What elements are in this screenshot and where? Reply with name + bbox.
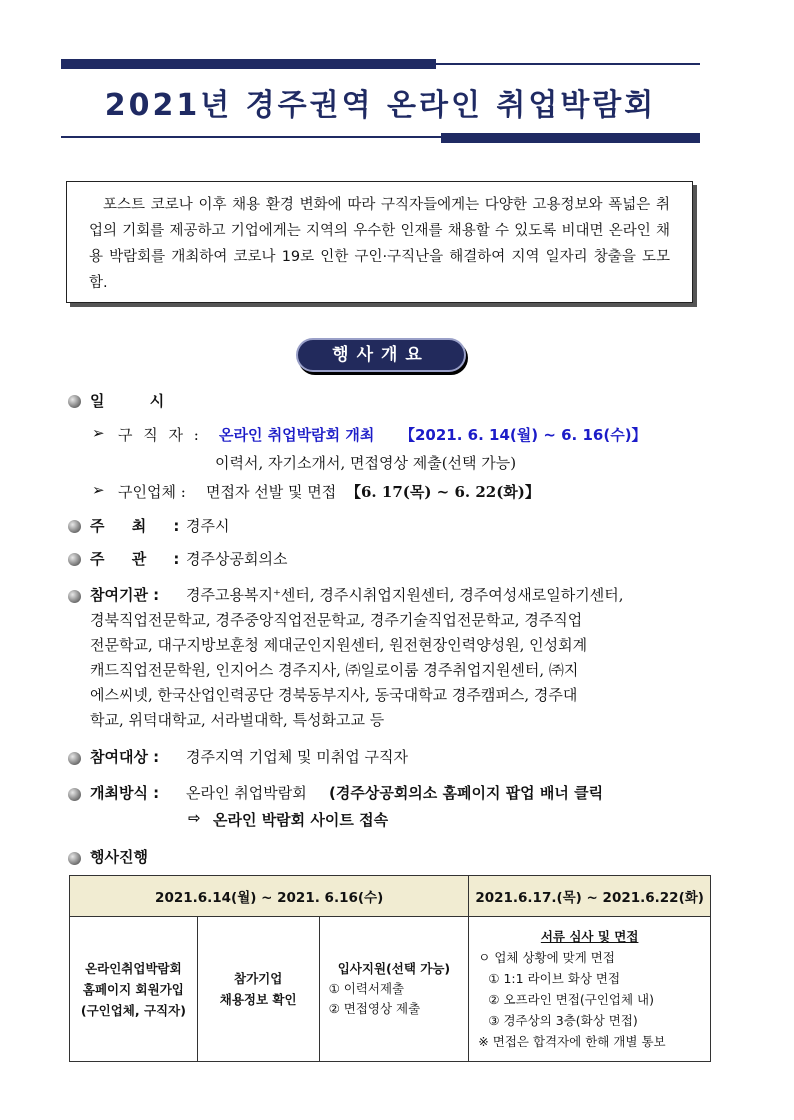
cell-line: 채용정보 확인: [219, 992, 297, 1007]
page-title: 2021년 경주권역 온라인 취업박람회: [104, 88, 657, 123]
table-cell-application: [319, 917, 469, 1062]
table-cell-company-info: [197, 917, 319, 1062]
seeker-event: 온라인 취업박람회 개최: [219, 426, 375, 444]
bullet-icon: [68, 395, 81, 408]
participants-line: 학교, 위덕대학교, 서라벌대학, 특성화고교 등: [90, 711, 385, 729]
bullet-icon: [68, 752, 81, 765]
arrow-icon: ➢: [92, 481, 105, 499]
header-bar-bottom-thin: [61, 136, 441, 138]
cell-line: (구인업체, 구직자): [80, 1002, 186, 1018]
company-label: 구인업체 :: [118, 483, 186, 501]
company-event: 면접자 선발 및 면접: [206, 483, 337, 501]
company-period: 【6. 17(목) ~ 6. 22(화)】: [346, 483, 540, 501]
method-value-bold: (경주상공회의소 홈페이지 팝업 배너 클릭: [329, 784, 604, 802]
bullet-icon: [68, 520, 81, 533]
table-header-row: [70, 876, 711, 917]
section-title-pill: 행사개요: [296, 338, 466, 372]
participants-line: 에스씨넷, 한국산업인력공단 경북동부지사, 동국대학교 경주캠퍼스, 경주대: [90, 686, 578, 704]
seeker-detail: 이력서, 자기소개서, 면접영상 제출(선택 가능): [215, 454, 517, 472]
bullet-icon: [68, 590, 81, 603]
organizer-value: 경주상공회의소: [186, 550, 288, 568]
host-label: 주 최 :: [90, 517, 180, 535]
intro-box: [66, 181, 693, 303]
cell-line: 참가기업: [234, 971, 283, 986]
bullet-icon: [68, 852, 81, 865]
participants-line: 경북직업전문학교, 경주중앙직업전문학교, 경주기술직업전문학교, 경주직업: [90, 611, 583, 629]
method-value-plain: 온라인 취업박람회: [186, 784, 307, 802]
method-label: 개최방식 :: [90, 784, 160, 802]
organizer-label: 주 관 :: [90, 550, 180, 568]
cell-line: ① 이력서제출: [328, 981, 405, 996]
cell-line: ① 1:1 라이브 화상 면접: [488, 971, 621, 986]
cell-line: ㅇ 업체 상황에 맞게 면접: [478, 950, 615, 965]
table-row: [70, 917, 711, 1062]
target-value: 경주지역 기업체 및 미취업 구직자: [186, 748, 408, 766]
progress-label: 행사진행: [90, 848, 148, 866]
table-head-left: 2021.6.14(월) ~ 2021. 6.16(수): [70, 876, 469, 917]
participants-line: 캐드직업전문학원, 인지어스 경주지사, ㈜일로이룸 경주취업지원센터, ㈜지: [90, 661, 579, 679]
progress-table: [69, 875, 711, 1062]
cell-line: ③ 경주상의 3층(화상 면접): [488, 1013, 638, 1028]
header-bar-bottom-thick: [441, 133, 700, 143]
cell-line: ② 면접영상 제출: [328, 1001, 421, 1016]
bullet-icon: [68, 553, 81, 566]
cell-line: 온라인취업박람회: [85, 960, 182, 976]
cell-line: ② 오프라인 면접(구인업체 내): [488, 992, 655, 1007]
header-bar-top-thin: [436, 63, 700, 65]
seeker-label: 구 직 자 :: [118, 426, 202, 444]
table-cell-interview: [469, 917, 711, 1062]
schedule-label: 일 시: [90, 392, 185, 410]
cell-title: 서류 심사 및 면접: [540, 929, 639, 944]
participants-label: 참여기관 :: [90, 586, 160, 604]
host-value: 경주시: [186, 517, 230, 535]
bullet-icon: [68, 788, 81, 801]
table-cell-signup: [70, 917, 198, 1062]
intro-text: 포스트 코로나 이후 채용 환경 변화에 따라 구직자들에게는 다양한 고용정보와 폭넓은 취업의 기회를 제공하고 기업에게는 지역의 우수한 인재를 채용할 수 있도록 비대면 온라인 채용 박람회를 개최하여 코로나 19로 인한 구인·구직난을 해결하여 지역 일자리 창출을 도모함.: [89, 197, 670, 291]
header-bar-top-thick: [61, 59, 436, 69]
target-label: 참여대상 :: [90, 748, 160, 766]
participants-line: 전문학교, 대구지방보훈청 제대군인지원센터, 원전현장인력양성원, 인성회계: [90, 636, 588, 654]
arrow-icon: ➢: [92, 424, 105, 442]
participants-line: 경주고용복지⁺센터, 경주시취업지원센터, 경주여성새로일하기센터,: [186, 586, 624, 604]
table-head-right: 2021.6.17.(목) ~ 2021.6.22(화): [469, 876, 711, 917]
cell-note: ※ 면접은 합격자에 한해 개별 통보: [478, 1034, 666, 1049]
cell-line: 홈페이지 회원가입: [82, 981, 184, 997]
arrow-right-icon: ⇨: [188, 809, 201, 827]
cell-title: 입사지원(선택 가능): [337, 961, 451, 976]
seeker-period: 【2021. 6. 14(월) ~ 6. 16(수)】: [400, 426, 647, 444]
method-line2: 온라인 박람회 사이트 접속: [213, 811, 389, 829]
